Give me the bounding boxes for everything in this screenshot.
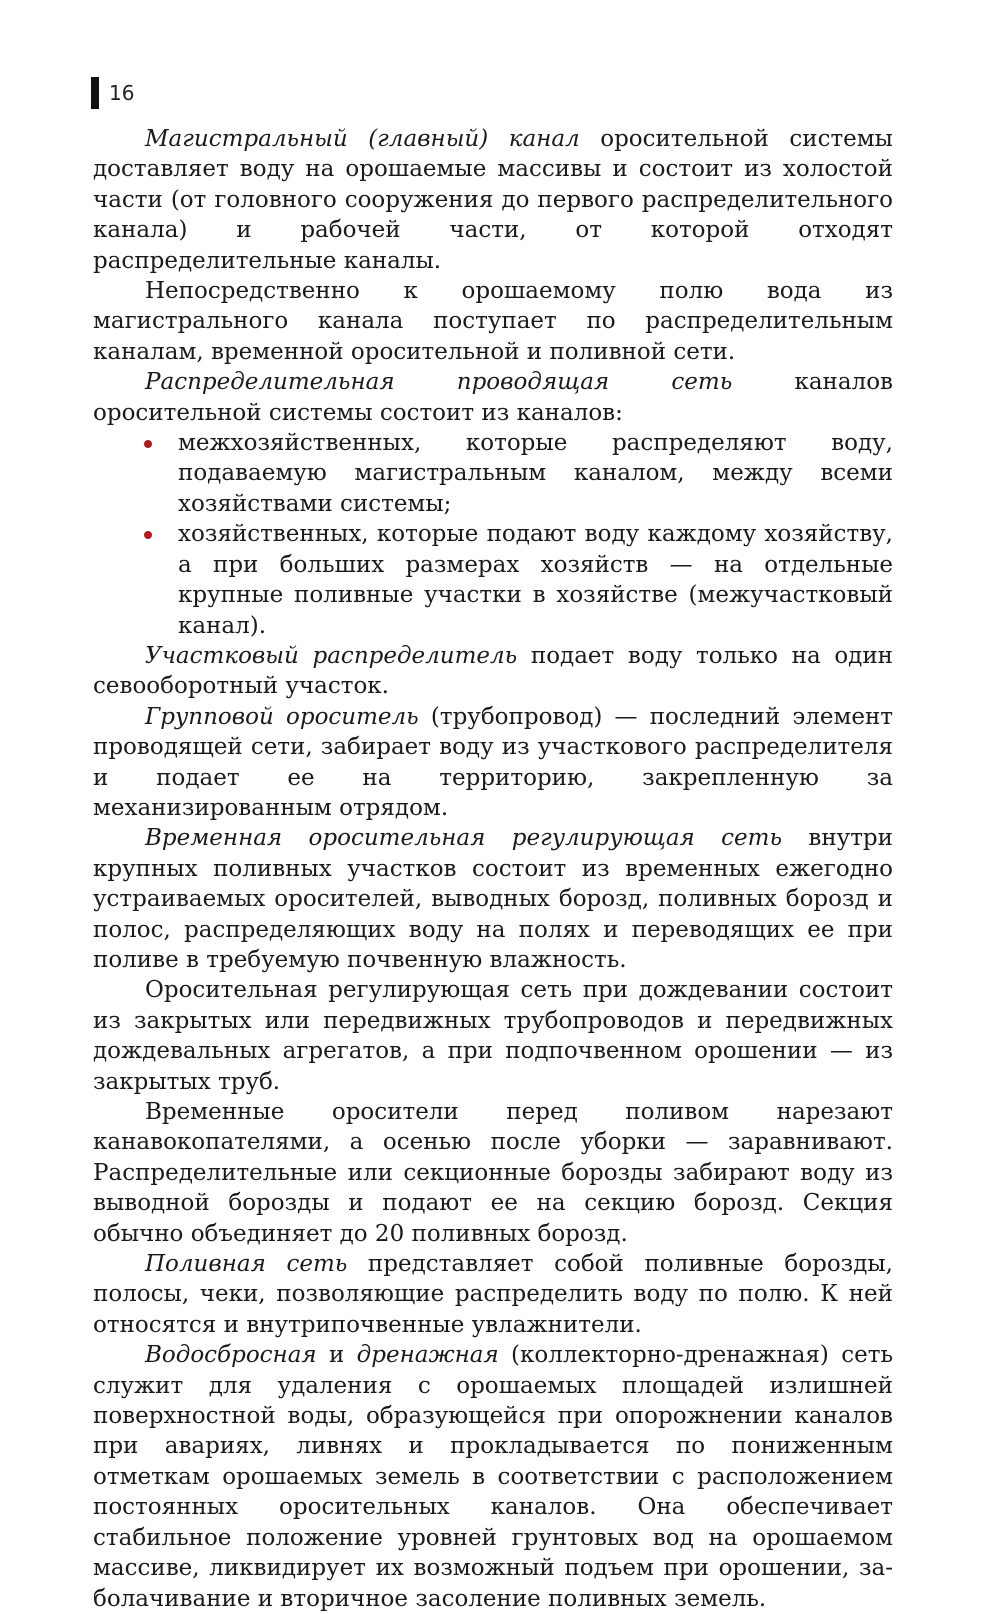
page-marker-bar — [91, 77, 99, 109]
paragraph-distribution-network: Распределительная проводящая сеть каналов оросительной системы состоит из каналов: — [93, 369, 893, 426]
term-group-irrigator: Групповой ороситель — [145, 703, 419, 730]
term-waste-network: Водосбросная — [145, 1342, 317, 1369]
paragraph-temporary-irrigators: Временные оросители перед поливом нарезают канавокопателями, а осенью после уборки — заравнивают. Распределительные или секционные борозды забирают воду из выводной борозды и подают ее на секцию борозд. Секция обычно объединяет до 20 поливных борозд. — [93, 1099, 893, 1247]
paragraph-direct-supply: Непосредственно к орошаемому полю вода из магистрального канала поступает по распределительным каналам, временной оросительной и поливной сети. — [93, 278, 893, 365]
paragraph-group-irrigator: Групповой ороситель (трубопровод) — последний элемент проводящей сети, забирает воду из участкового распределителя и подает ее на территорию, закрепленную за механизированным отрядом. — [93, 703, 894, 821]
paragraph-drainage-network: Водосбросная и дренажная (коллекторно-дренажная) сеть служит для удаления с орошаемых площадей излишней поверхностной воды, образующейся при опорожнении каналов при авариях, ливнях и прокладывается по пониженным отметкам орошаемых земель в соответствии с расположением постоянных оросительных каналов. Она обеспечивает стабильное положение уровней грунтовых вод на орошаемом массиве, ликвидирует их возможный подъем при орошении, заболачивание и вторичное засоление поливных земель. — [93, 1342, 893, 1612]
term-irrigation-network: Поливная сеть — [145, 1251, 348, 1278]
paragraph-field-distributor: Участковый распределитель подает воду только на один севооборотный участок. — [93, 642, 893, 700]
list-item: хозяйственных, которые подают воду каждому хозяйству, а при больших размерах хозяйств — на отдельные крупные поливные участки в хозяйстве (межучастковый канал). — [178, 519, 893, 641]
page-header — [91, 77, 134, 109]
term-drainage-network: дренажная — [356, 1342, 499, 1369]
paragraph-temporary-network: Временная оросительная регулирующая сеть внутри крупных поливных участков состоит из временных ежегодно устраиваемых оросителей, выводных борозд, поливных борозд и полос, распределяющих воду на полях и переводящих ее при поливе в требуемую почвенную влажность. — [93, 825, 893, 973]
canal-types-list — [93, 428, 893, 641]
term-temporary-network: Временная оросительная регулирующая сеть — [145, 825, 782, 852]
paragraph-sprinkling-network: Оросительная регулирующая сеть при дождевании состоит из закрытых или передвижных трубопроводов и передвижных дождевальных агрегатов, а при подпочвенном орошении — из закрытых труб. — [93, 977, 893, 1095]
page-number: 16 — [109, 81, 135, 105]
paragraph-irrigation-network: Поливная сеть представляет собой поливные борозды, полосы, чеки, позволяющие распределить воду по полю. К ней относятся и внутрипочвенные увлажнители. — [93, 1251, 893, 1338]
list-item: межхозяйственных, которые распределяют воду, подаваемую магистральным каналом, между всеми хозяйствами системы; — [178, 428, 893, 519]
term-field-distributor: Участковый распределитель — [145, 642, 518, 669]
paragraph-main-canal: Магистральный (главный) канал оросительной системы доставляет воду на орошаемые массивы и состоит из холостой части (от головного сооружения до первого распределительного канала) и рабочей части, от которой отходят распределительные каналы. — [93, 126, 893, 274]
page-body — [93, 124, 893, 1614]
term-main-canal: Магистральный (главный) канал — [145, 126, 580, 152]
term-distribution-network: Распределительная проводящая сеть — [145, 369, 733, 396]
